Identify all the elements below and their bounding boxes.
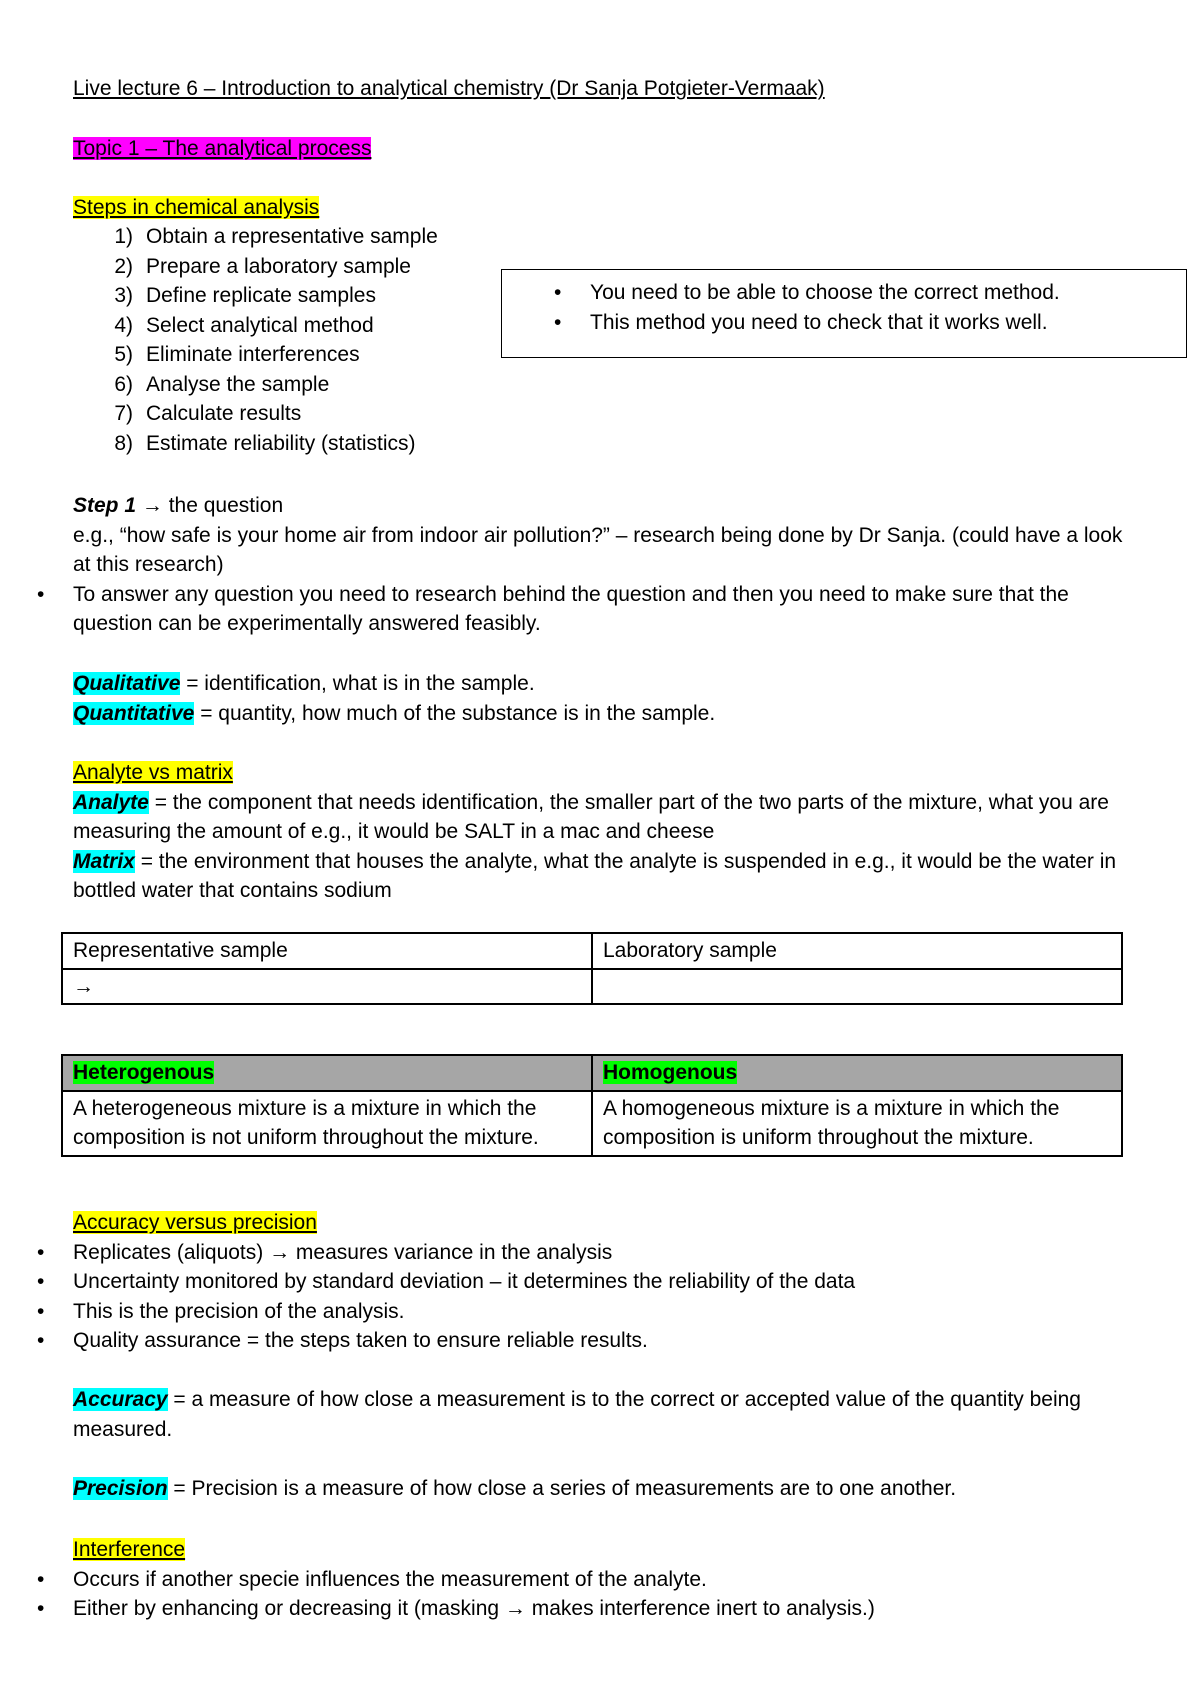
precision-definition: Precision = Precision is a measure of how close a series of measurements are to one another.: [73, 1476, 957, 1500]
steps-list: [73, 222, 438, 458]
callout-item: • You need to be able to choose the correct method.: [550, 278, 1060, 308]
list-item: • This is the precision of the analysis.: [0, 1297, 1133, 1327]
mixture-table: [61, 1054, 1123, 1157]
document-title: Live lecture 6 – Introduction to analytical chemistry (Dr Sanja Potgieter-Vermaak): [73, 77, 825, 100]
table-cell: [592, 969, 1122, 1005]
table-header-cell: Homogenous: [592, 1055, 1122, 1091]
accuracy-precision-heading: Accuracy versus precision: [73, 1211, 317, 1234]
qualitative-quantitative: [73, 669, 1133, 728]
list-item: 4) Select analytical method: [114, 313, 374, 337]
analyte-matrix-section: [73, 758, 1143, 906]
step1-heading: Step 1 → the question: [73, 494, 284, 517]
list-item: 7) Calculate results: [114, 402, 302, 425]
accuracy-definition: Accuracy = a measure of how close a measurement is to the correct or accepted value of the quantity being measured.: [73, 1388, 1081, 1441]
list-item: 3) Define replicate samples: [114, 284, 376, 307]
list-item: • Uncertainty monitored by standard deviation – it determines the reliability of the data: [0, 1267, 1133, 1297]
step1-bullet: • To answer any question you need to research behind the question and then you need to make sure that the question can be experimentally answered feasibly.: [0, 580, 1133, 639]
interference-heading: Interference: [73, 1538, 186, 1561]
matrix-definition: Matrix = the environment that houses the analyte, what the analyte is suspended in e.g., it would be the water in bottled water that contains sodium: [73, 849, 1117, 902]
steps-heading: Steps in chemical analysis: [73, 196, 320, 219]
list-item: • Occurs if another specie influences the measurement of the analyte.: [0, 1565, 1133, 1595]
analyte-matrix-heading: Analyte vs matrix: [73, 761, 233, 784]
table-cell: A heterogeneous mixture is a mixture in which the composition is not uniform throughout the mixture.: [62, 1091, 592, 1156]
list-item: 2) Prepare a laboratory sample: [114, 254, 411, 278]
list-item: • Replicates (aliquots) → measures variance in the analysis: [0, 1238, 1133, 1268]
table-cell: A homogeneous mixture is a mixture in which the composition is uniform throughout the mixture.: [592, 1091, 1122, 1156]
topic-heading: Topic 1 – The analytical process: [73, 137, 372, 160]
table-header-cell: Laboratory sample: [592, 933, 1122, 969]
list-item: 6) Analyse the sample: [114, 372, 330, 396]
quantitative-definition: Quantitative = quantity, how much of the substance is in the sample.: [73, 701, 716, 725]
accuracy-precision-section: [73, 1208, 1133, 1503]
table-header-cell: Representative sample: [62, 933, 592, 969]
table-header-cell: Heterogenous: [62, 1055, 592, 1091]
qualitative-definition: Qualitative = identification, what is in the sample.: [73, 672, 535, 695]
table-cell: →: [62, 969, 592, 1005]
analyte-definition: Analyte = the component that needs identification, the smaller part of the two parts of the mixture, what you are measuring the amount of e.g., it would be SALT in a mac and cheese: [73, 790, 1109, 843]
step1-example: e.g., “how safe is your home air from indoor air pollution?” – research being done by Dr Sanja. (could have a look at this research): [73, 523, 1123, 576]
list-item: 8) Estimate reliability (statistics): [114, 431, 416, 455]
method-callout-box: [501, 269, 1187, 358]
callout-item: • This method you need to check that it works well.: [550, 308, 1060, 338]
list-item: • Quality assurance = the steps taken to ensure reliable results.: [0, 1326, 1133, 1356]
step1-section: [73, 491, 1133, 639]
sample-table: [61, 932, 1123, 1005]
list-item: 1) Obtain a representative sample: [114, 225, 438, 248]
list-item: • Either by enhancing or decreasing it (masking → makes interference inert to analysis.): [0, 1594, 1133, 1624]
interference-section: [73, 1535, 1133, 1624]
list-item: 5) Eliminate interferences: [114, 343, 360, 366]
